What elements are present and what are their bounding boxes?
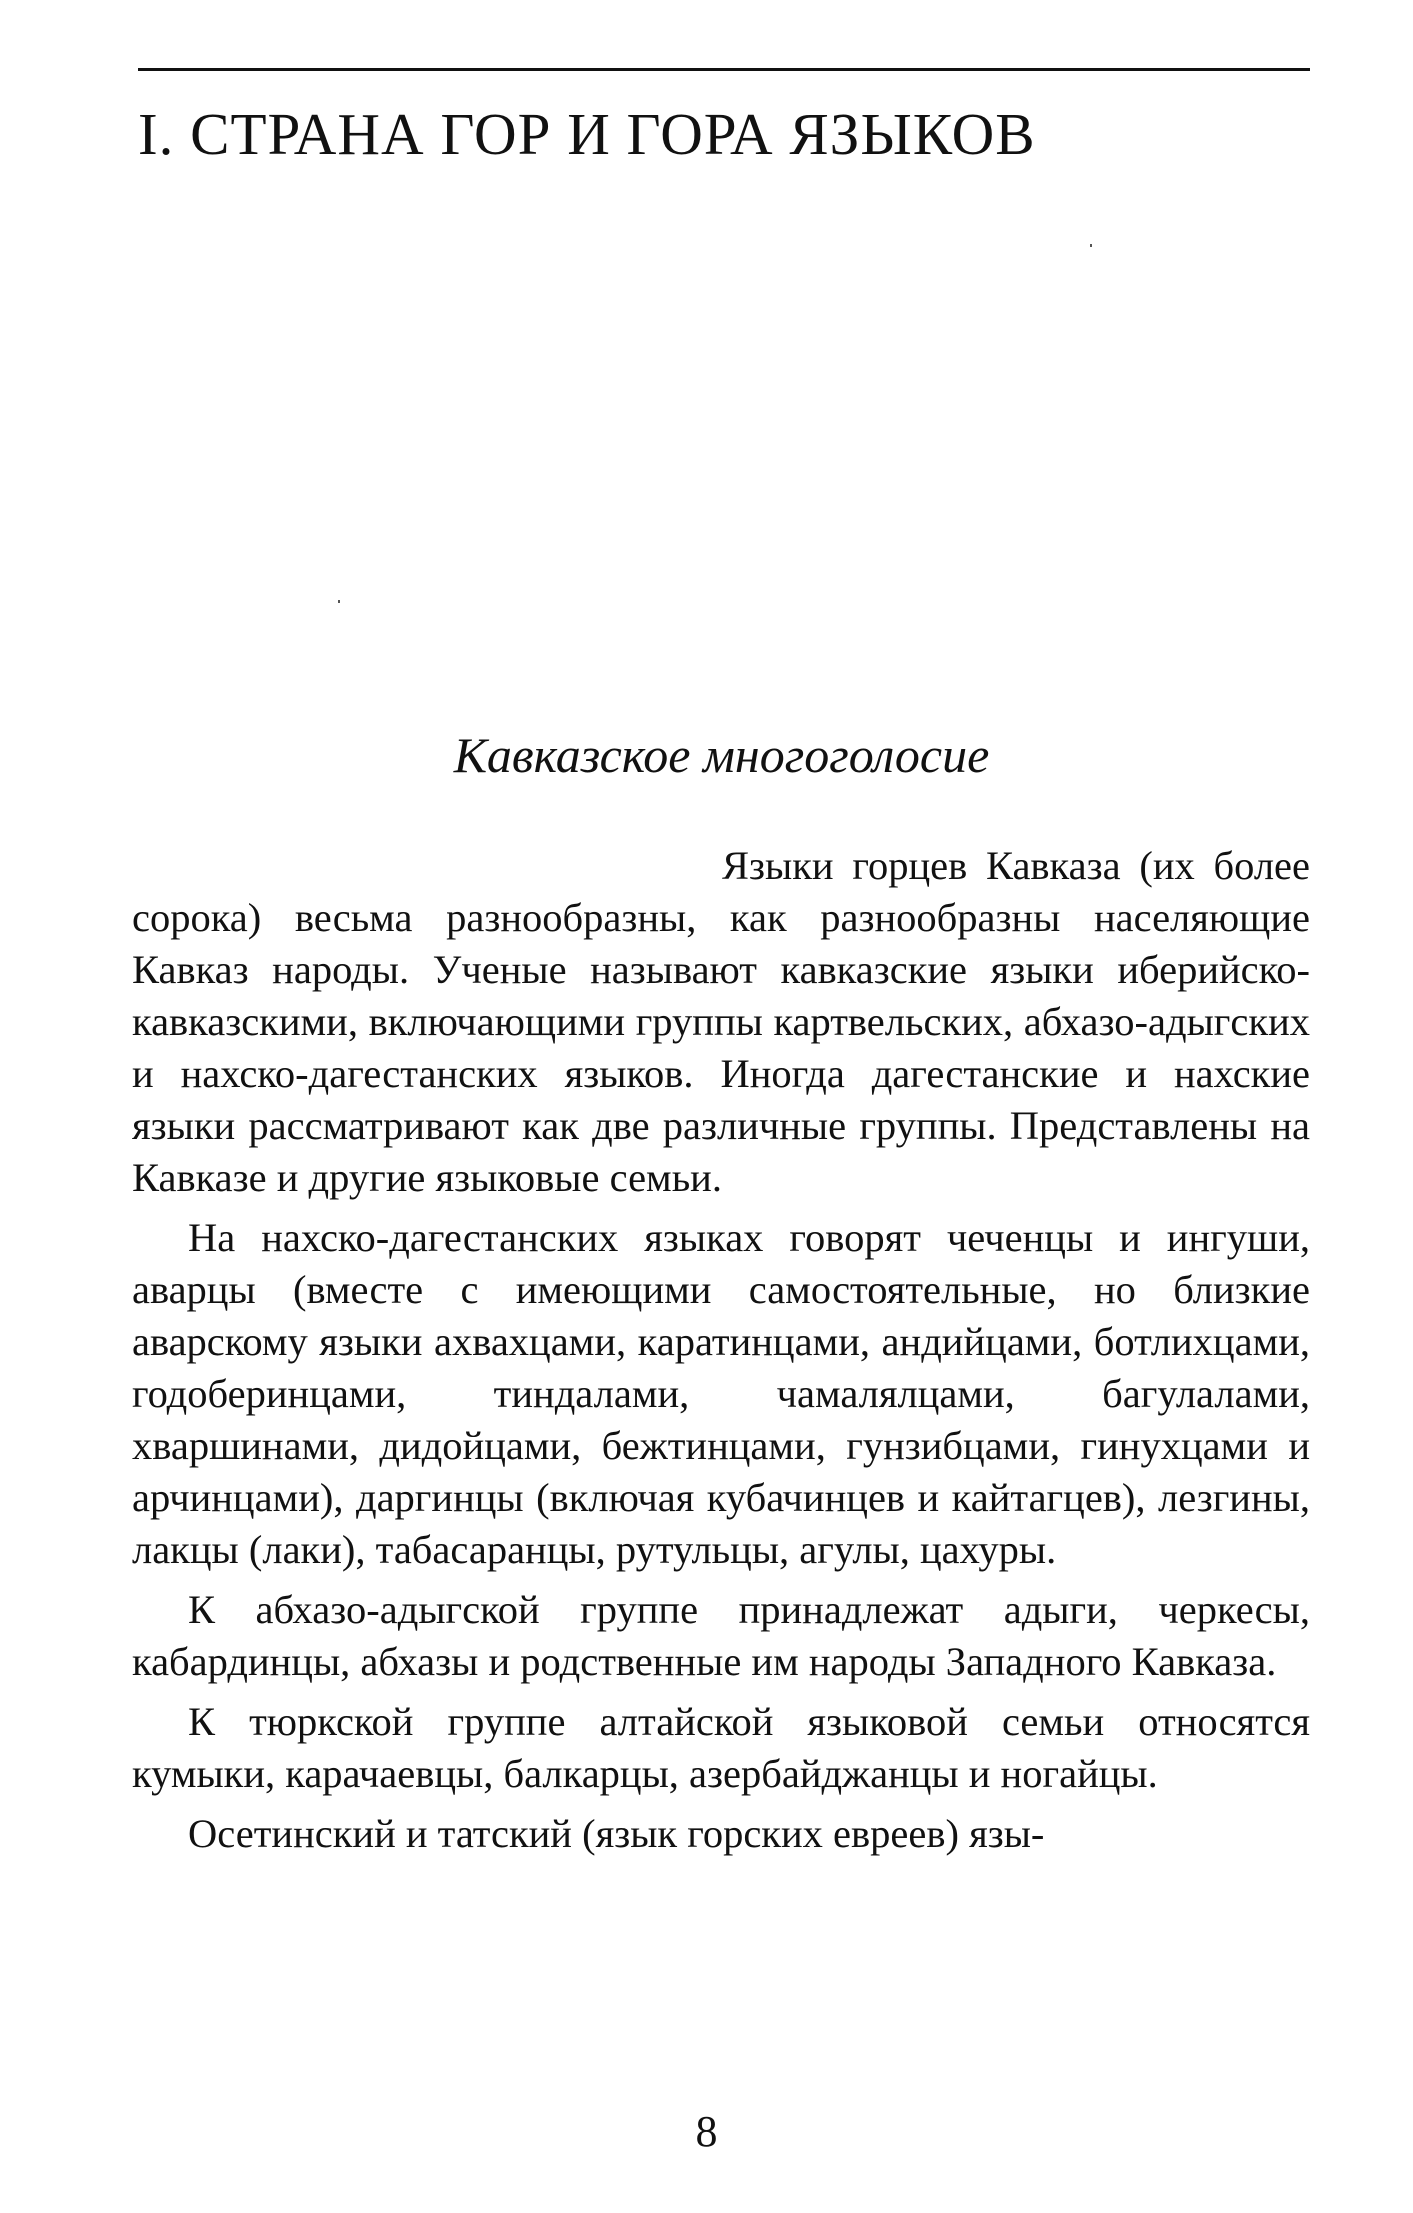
body-text <box>132 840 1310 1868</box>
paragraph: К абхазо-адыгской группе принадлежат адыги, черкесы, кабардинцы, абхазы и родственные им народы Западного Кавказа. <box>132 1587 1310 1684</box>
paragraph: На нахско-дагестанских языках говорят чеченцы и ингуши, аварцы (вместе с имеющими самостоятельные, но близкие аварскому языки ахвахцами, каратинцами, андийцами, ботлихцами, годоберинцами, тиндалами, чамалялцами, багулалами, хваршинами, дидойцами, бежтинцами, гунзибцами, гинухцами и арчинцами), даргинцы (включая кубачинцев и кайтагцев), лезгины, лакцы (лаки), табасаранцы, рутульцы, агулы, цахуры. <box>132 1215 1310 1572</box>
chapter-title: I. СТРАНА ГОР И ГОРА ЯЗЫКОВ <box>138 101 1036 167</box>
paragraph: Осетинский и татский (язык горских евреев) язы- <box>188 1811 1045 1856</box>
paragraph: К тюркской группе алтайской языковой семьи относятся кумыки, карачаевцы, балкарцы, азербайджанцы и ногайцы. <box>132 1699 1310 1796</box>
scan-speck <box>1090 244 1092 247</box>
header-rule <box>138 68 1310 71</box>
page-number: 8 <box>695 2107 718 2156</box>
paragraph: Языки горцев Кавказа (их более сорока) весьма разнообразны, как разнообразны населяющие Кавказ народы. Ученые называют кавказские языки иберийско-кавказскими, включающими группы картвельских, абхазо-адыгских и нахско-дагестанских языков. Иногда дагестанские и нахские языки рассматривают как две различные группы. Представлены на Кавказе и другие языковые семьи. <box>132 843 1310 1200</box>
scan-speck <box>338 600 340 603</box>
section-title: Кавказское многоголосие <box>453 727 990 783</box>
